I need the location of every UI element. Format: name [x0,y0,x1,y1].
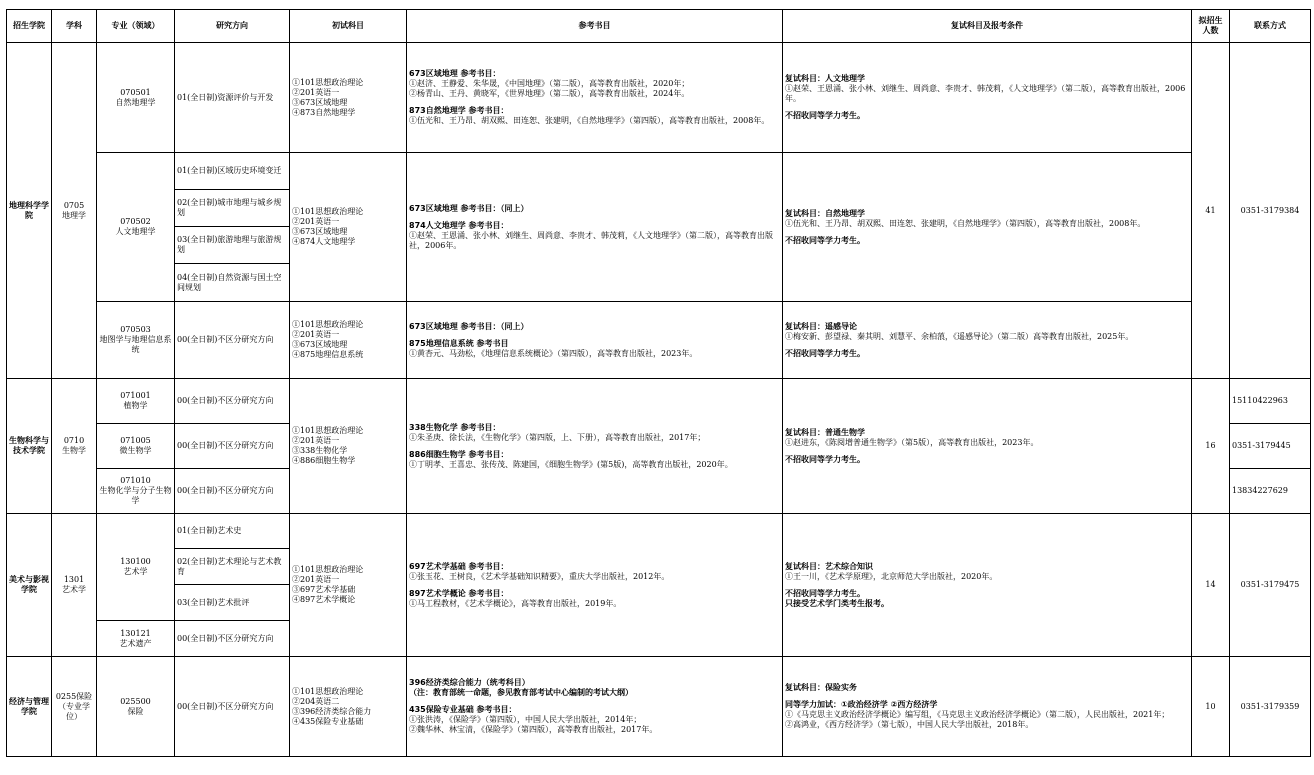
school-cell: 地理科学学院 [7,43,52,379]
reference-title: 673区域地理 参考书目：（同上） [409,203,529,213]
table-row [7,514,1311,549]
reference-cell [407,153,783,302]
direction-cell: 00(全日制)不区分研究方向 [175,302,290,379]
exam-cell [290,657,407,757]
header-discipline: 学科 [52,10,97,43]
reference-item: ①张玉花、王树良，《艺术学基础知识精要》，重庆大学出版社，2012年。 [409,571,670,581]
header-contact: 联系方式 [1230,10,1311,43]
direction-cell: 01(全日制)艺术史 [175,514,290,549]
direction-cell: 00(全日制)不区分研究方向 [175,657,290,757]
exam-cell [290,379,407,514]
discipline-cell: 0255保险（专业学位） [52,657,97,757]
reference-title: 897艺术学概论 参考书目： [409,588,509,598]
exam-item: ②201英语一 [292,87,340,97]
direction-cell: 01(全日制)资源评价与开发 [175,43,290,153]
header-major: 专业（领域） [97,10,175,43]
retest-item: ①赵进东，《陈阅增普通生物学》（第5版），高等教育出版社，2023年。 [785,437,1039,447]
direction-cell: 00(全日制)不区分研究方向 [175,379,290,424]
exam-item: ③673区域地理 [292,227,348,236]
header-direction: 研究方向 [175,10,290,43]
exam-item: ④873自然地理学 [292,107,356,117]
direction-cell: 00(全日制)不区分研究方向 [175,469,290,514]
retest-additional: 同等学力加试：①政治经济学 ②西方经济学 [785,700,938,709]
reference-title: 886细胞生物学 参考书目： [409,449,509,459]
reference-item: ①马工程教材，《艺术学概论》，高等教育出版社，2019年。 [409,598,622,608]
exam-item: ②201英语一 [292,575,340,584]
exam-item: ④875地理信息系统 [292,350,364,359]
contact-cell: 13834227629 [1230,469,1311,514]
quota-cell: 41 [1192,43,1230,379]
header-references: 参考书目 [407,10,783,43]
reference-title: 874人文地理学 参考书目： [409,220,509,230]
reference-title: 875地理信息系统 参考书目 [409,338,509,348]
exam-cell [290,153,407,302]
exam-item: ③697艺术学基础 [292,585,356,594]
exam-item: ③396经济类综合能力 [292,706,372,716]
exam-item: ④435保险专业基础 [292,716,364,726]
major-cell: 025500 保险 [97,657,175,757]
page [6,9,1311,757]
discipline-cell: 0710 生物学 [52,379,97,514]
exam-item: ②201英语一 [292,330,340,339]
major-cell: 071010 生物化学与分子生物学 [97,469,175,514]
exam-item: ③673区域地理 [292,97,348,107]
retest-cell [783,514,1192,657]
retest-item: ①王一川，《艺术学原理》，北京师范大学出版社，2020年。 [785,571,998,581]
reference-item: ①朱圣庚、徐长法，《生物化学》（第四版，上、下册），高等教育出版社，2017年； [409,432,706,442]
reference-title: 338生物化学 参考书目： [409,422,501,432]
major-cell: 071005 微生物学 [97,424,175,469]
table-row [7,657,1311,757]
direction-cell: 03(全日制)艺术批评 [175,585,290,621]
admission-table [6,9,1311,757]
retest-cell [783,302,1192,379]
reference-cell [407,43,783,153]
discipline-cell: 0705 地理学 [52,43,97,379]
reference-cell [407,379,783,514]
reference-title: 396经济类综合能力（统考科目） [409,678,530,687]
reference-title: 873自然地理学 参考书目： [409,106,509,115]
contact-cell: 0351-3179384 [1230,43,1311,379]
reference-title: 435保险专业基础 参考书目： [409,705,517,714]
retest-item: ①《马克思主义政治经济学概论》编写组，《马克思主义政治经济学概论》（第二版），人民出版社，2021年； [785,710,1170,719]
retest-condition: 不招收同等学力考生。 [785,454,865,464]
header-retest: 复试科目及报考条件 [783,10,1192,43]
header-quota: 拟招生人数 [1192,10,1230,43]
retest-item: ②高鸿业，《西方经济学》（第七版），中国人民大学出版社，2018年。 [785,720,1034,729]
exam-item: ①101思想政治理论 [292,565,364,574]
reference-cell [407,514,783,657]
retest-title: 复试科目：人文地理学 [785,74,865,83]
exam-item: ②201英语一 [292,436,340,445]
reference-item: ①伍光和、王乃昂、胡双熙、田连恕、张建明，《自然地理学》（第四版），高等教育出版社，2008年。 [409,116,770,125]
quota-cell: 16 [1192,379,1230,514]
direction-cell: 01(全日制)区域历史环境变迁 [175,153,290,190]
retest-cell [783,379,1192,514]
reference-cell [407,302,783,379]
retest-cell [783,153,1192,302]
major-cell: 130100 艺术学 [97,514,175,621]
reference-item: ①赵荣、王恩涌、张小林、刘继生、周尚意、李贵才、韩茂莉，《人文地理学》（第二版），高等教育出版社，2006年。 [409,230,773,250]
exam-item: ④886细胞生物学 [292,456,356,465]
direction-cell: 03(全日制)旅游地理与旅游规划 [175,227,290,264]
retest-title: 复试科目：保险实务 [785,683,857,692]
exam-item: ④897艺术学概论 [292,595,356,604]
reference-item: ②杨青山、王丹、黄晓军，《世界地理》（第二版），高等教育出版社，2024年。 [409,89,690,98]
reference-item: ①黄杏元、马劲松，《地理信息系统概论》（第四版），高等教育出版社，2023年。 [409,348,698,358]
reference-title: 673区域地理 参考书目： [409,69,501,78]
retest-item: ①伍光和、王乃昂、胡双熙、田连恕、张建明，《自然地理学》（第四版），高等教育出版社，2008年。 [785,218,1146,228]
exam-item: ①101思想政治理论 [292,320,364,329]
reference-cell [407,657,783,757]
exam-cell [290,43,407,153]
school-cell: 美术与影视学院 [7,514,52,657]
exam-item: ③338生物化学 [292,446,348,455]
retest-cell [783,43,1192,153]
exam-item: ①101思想政治理论 [292,77,364,87]
retest-title: 复试科目：艺术综合知识 [785,561,873,571]
header-row [7,10,1311,43]
contact-cell: 0351-3179475 [1230,514,1311,657]
table-row [7,302,1311,379]
contact-cell: 0351-3179445 [1230,424,1311,469]
reference-item: ②魏华林、林宝清，《保险学》（第四版），高等教育出版社，2017年。 [409,725,658,734]
reference-item: ①赵济、王静爱、朱华晟，《中国地理》（第二版），高等教育出版社，2020年； [409,79,690,88]
exam-item: ④874人文地理学 [292,237,356,246]
direction-cell: 00(全日制)不区分研究方向 [175,621,290,657]
direction-cell: 00(全日制)不区分研究方向 [175,424,290,469]
direction-cell: 02(全日制)艺术理论与艺术教育 [175,549,290,585]
retest-condition: 不招收同等学力考生。 [785,588,865,598]
major-cell: 070502 人文地理学 [97,153,175,302]
school-cell: 生物科学与技术学院 [7,379,52,514]
exam-cell [290,514,407,657]
retest-item: ①赵荣、王恩涌、张小林、刘继生、周尚意、李贵才、韩茂莉，《人文地理学》（第二版），高等教育出版社，2006年。 [785,84,1186,103]
retest-item: ①梅安新、彭望禄、秦其明、刘慧平、余柏蒗，《遥感导论》（第二版）高等教育出版社，2025年。 [785,331,1134,341]
retest-condition: 不招收同等学力考生。 [785,348,865,358]
retest-title: 复试科目：遥感导论 [785,321,857,331]
major-cell: 070501 自然地理学 [97,43,175,153]
retest-condition: 只接受艺术学门类考生报考。 [785,598,889,608]
quota-cell: 10 [1192,657,1230,757]
exam-item: ①101思想政治理论 [292,207,364,216]
header-exam: 初试科目 [290,10,407,43]
discipline-cell: 1301 艺术学 [52,514,97,657]
reference-item: ①丁明孝、王喜忠、张传茂、陈建国，《细胞生物学》(第5版)，高等教育出版社，2020年。 [409,459,733,469]
exam-item: ③673区域地理 [292,340,348,349]
reference-title: 697艺术学基础 参考书目： [409,561,509,571]
retest-title: 复试科目：自然地理学 [785,208,865,218]
major-cell: 071001 植物学 [97,379,175,424]
exam-item: ②201英语一 [292,217,340,226]
retest-cell [783,657,1192,757]
major-cell: 070503 地图学与地理信息系统 [97,302,175,379]
reference-note: （注：教育部统一命题，参见教育部考试中心编制的考试大纲） [409,688,633,697]
retest-condition: 不招收同等学力考生。 [785,111,865,120]
direction-cell: 02(全日制)城市地理与城乡规划 [175,190,290,227]
exam-item: ②204英语二 [292,696,340,706]
contact-cell: 15110422963 [1230,379,1311,424]
direction-cell: 04(全日制)自然资源与国土空间规划 [175,264,290,302]
school-cell: 经济与管理学院 [7,657,52,757]
exam-item: ①101思想政治理论 [292,686,364,696]
table-row [7,43,1311,153]
table-row [7,153,1311,190]
quota-cell: 14 [1192,514,1230,657]
table-row [7,379,1311,424]
retest-condition: 不招收同等学力考生。 [785,235,865,245]
reference-item: ①张洪涛，《保险学》（第四版），中国人民大学出版社，2014年； [409,715,642,724]
contact-cell: 0351-3179359 [1230,657,1311,757]
exam-item: ①101思想政治理论 [292,426,364,435]
exam-cell [290,302,407,379]
major-cell: 130121 艺术遗产 [97,621,175,657]
retest-title: 复试科目：普通生物学 [785,427,865,437]
header-school: 招生学院 [7,10,52,43]
reference-title: 673区域地理 参考书目：（同上） [409,321,529,331]
